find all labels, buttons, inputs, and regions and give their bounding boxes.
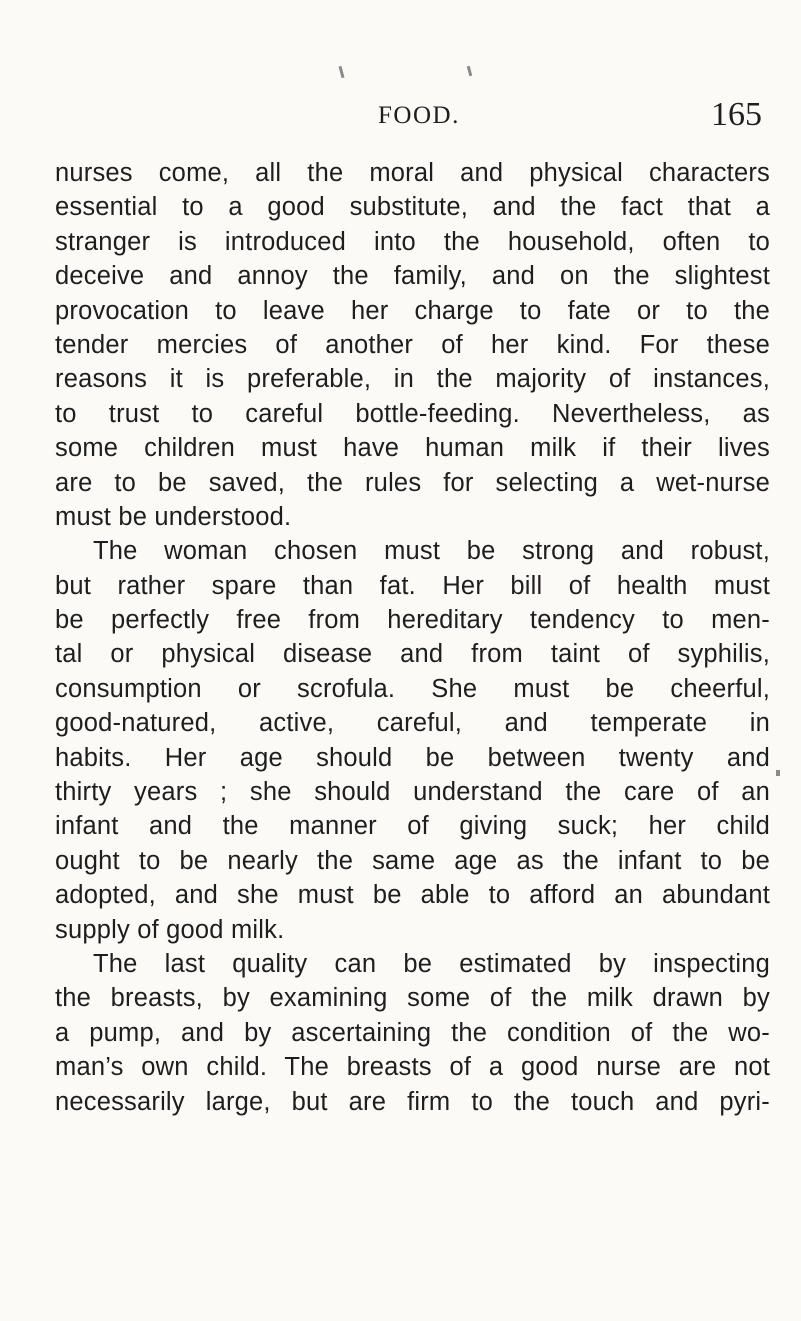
text-line: some children must have human milk if their lives — [55, 434, 770, 463]
text-line: essential to a good substitute, and the fact that a — [55, 193, 770, 222]
text-line: must be understood. — [55, 502, 292, 531]
text-line: reasons it is preferable, in the majority of instances, — [55, 365, 770, 394]
text-line: supply of good milk. — [55, 915, 285, 944]
text-line: habits. Her age should be between twenty and — [55, 743, 770, 772]
text-line: consumption or scrofula. She must be cheerful, — [55, 674, 770, 703]
text-line: a pump, and by ascertaining the condition of the wo- — [55, 1018, 770, 1047]
ink-speck — [776, 770, 780, 776]
text-line: good-natured, active, careful, and temperate in — [55, 709, 770, 738]
page-header — [0, 96, 801, 140]
body-text — [55, 156, 770, 1119]
text-line: ought to be nearly the same age as the infant to be — [55, 846, 770, 875]
text-line: deceive and annoy the family, and on the slightest — [55, 262, 770, 291]
text-line: to trust to careful bottle-feeding. Nevertheless, as — [55, 399, 770, 428]
text-line: the breasts, by examining some of the milk drawn by — [55, 984, 770, 1013]
text-line: tender mercies of another of her kind. For these — [55, 330, 770, 359]
text-line: provocation to leave her charge to fate or to the — [55, 296, 770, 325]
text-line: man’s own child. The breasts of a good nurse are not — [55, 1053, 770, 1082]
text-line: necessarily large, but are firm to the touch and pyri- — [55, 1087, 770, 1116]
text-line: The woman chosen must be strong and robust, — [93, 537, 770, 566]
text-line: infant and the manner of giving suck; her child — [55, 812, 770, 841]
running-head: FOOD. — [378, 102, 460, 129]
text-line: be perfectly free from hereditary tendency to men- — [55, 606, 770, 635]
ink-speck — [338, 66, 344, 78]
text-line: stranger is introduced into the household, often to — [55, 227, 770, 256]
text-line: adopted, and she must be able to afford an abundant — [55, 881, 770, 910]
text-line: nurses come, all the moral and physical characters — [55, 159, 770, 187]
text-line: tal or physical disease and from taint of syphilis, — [55, 640, 770, 669]
page-number: 165 — [711, 96, 762, 133]
text-line: The last quality can be estimated by inspecting — [93, 949, 770, 978]
ink-speck — [467, 66, 472, 76]
text-line: thirty years ; she should understand the care of an — [55, 778, 770, 807]
text-line: are to be saved, the rules for selecting a wet-nurse — [55, 468, 770, 497]
text-line: but rather spare than fat. Her bill of health must — [55, 571, 770, 600]
